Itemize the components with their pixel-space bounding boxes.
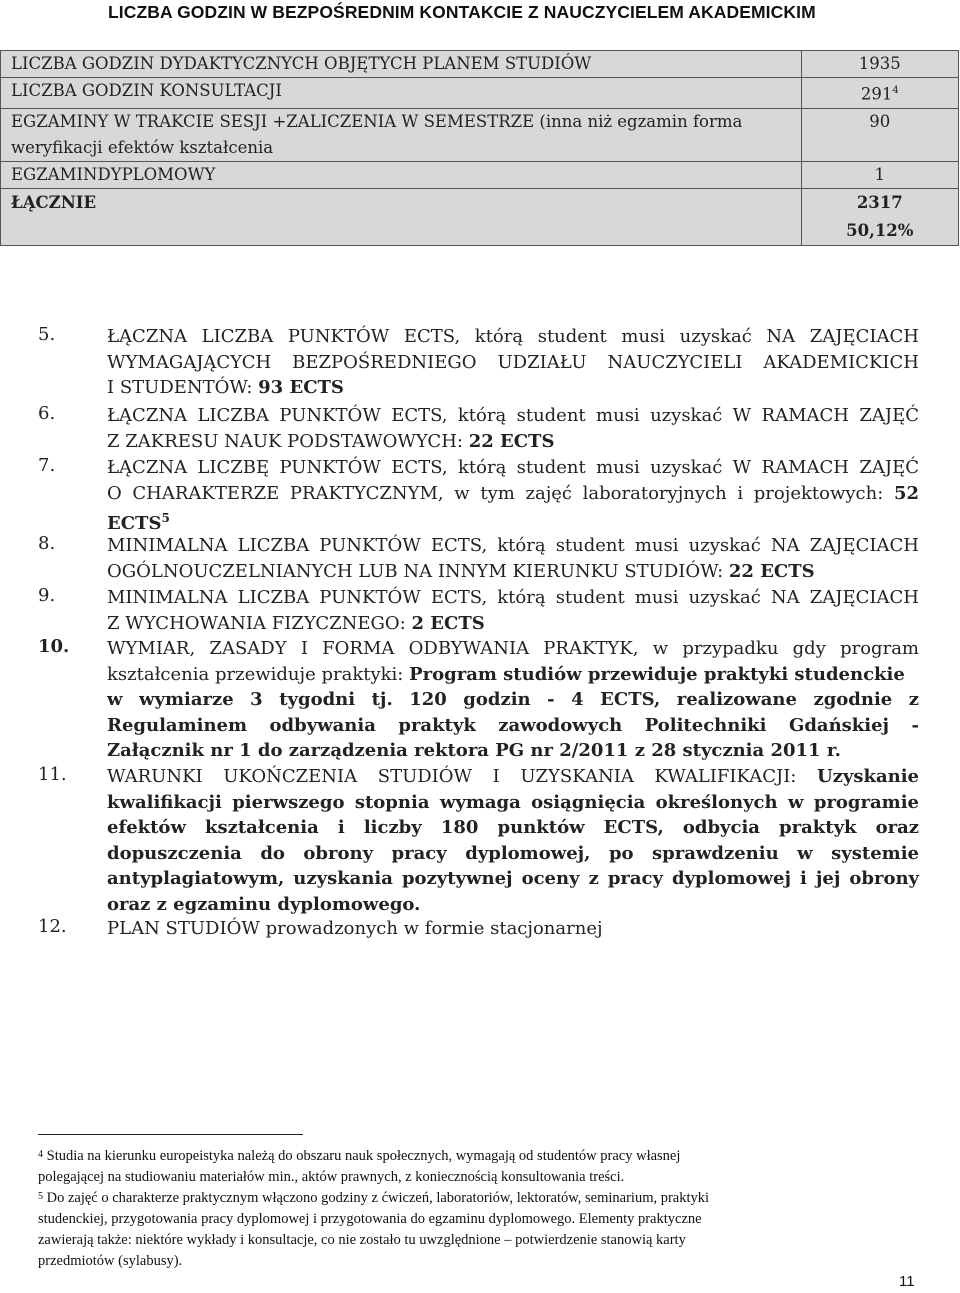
total-hours: 2317 [856, 192, 903, 212]
item-text [107, 533, 919, 584]
item-line-text: WARUNKI UKOŃCZENIA STUDIÓW I UZYSKANIA KWALIFIKACJI: [107, 766, 817, 787]
footnote-text: Studia na kierunku europeistyka należą do obszaru nauk społecznych, wymagają od studentów pracy własnej [43, 1148, 681, 1164]
footnote-line: zawierają także: niektóre wykłady i konsultacje, co nie zostało tu uwzględnione – potwierdzenie stanowią karty [38, 1232, 686, 1248]
table-row-total [1, 188, 959, 245]
item-line [107, 662, 919, 688]
item-line-text: kształcenia przewiduje praktyki: [107, 663, 410, 685]
item-line: MINIMALNA LICZBA PUNKTÓW ECTS, którą student musi uzyskać NA ZAJĘCIACH [107, 535, 919, 556]
item-line-text: Z WYCHOWANIA FIZYCZNEGO: [107, 612, 412, 634]
item-line: dopuszczenia do obrony pracy dyplomowej, po sprawdzeniu w systemie [107, 842, 919, 864]
section-heading: LICZBA GODZIN W BEZPOŚREDNIM KONTAKCIE Z NAUCZYCIELEM AKADEMICKIM [108, 2, 816, 22]
item-number: 11. [38, 764, 67, 785]
value-number: 291 [860, 84, 893, 104]
ects-label: ECTS [107, 513, 162, 534]
table-row [1, 161, 959, 188]
item-line: kwalifikacji pierwszego stopnia wymaga osiągnięcia określonych w programie [107, 791, 919, 813]
item-line: ŁĄCZNA LICZBA PUNKTÓW ECTS, którą student musi uzyskać NA ZAJĘCIACH [107, 326, 919, 347]
item-number: 7. [38, 455, 56, 476]
item-text [107, 455, 919, 537]
item-line: WYMAGAJĄCYCH BEZPOŚREDNIEGO UDZIAŁU NAUCZYCIELI AKADEMICKICH [107, 351, 919, 373]
item-line-text: I STUDENTÓW: [107, 377, 259, 398]
item-number: 6. [38, 403, 56, 424]
item-line-text: O CHARAKTERZE PRAKTYCZNYM, w tym zajęć laboratoryjnych i projektowych: [107, 482, 894, 504]
item-number: 12. [38, 916, 67, 937]
item-line: WYMIAR, ZASADY I FORMA ODBYWANIA PRAKTYK, w przypadku gdy program [107, 638, 919, 659]
ects-value: 93 ECTS [258, 377, 344, 398]
ects-value: 22 ECTS [728, 560, 815, 582]
item-line [107, 429, 919, 455]
table-row [1, 51, 959, 78]
item-line: antyplagiatowym, uzyskania pozytywnej oceny z pracy dyplomowej i jej obrony [107, 868, 919, 889]
total-label: ŁĄCZNIE [1, 188, 802, 245]
row-label-line: weryfikacji efektów kształcenia [11, 137, 274, 157]
item-line [107, 481, 919, 507]
item-text [107, 764, 919, 917]
item-number: 8. [38, 533, 56, 554]
item-number: 9. [38, 585, 56, 606]
item-line-text: OGÓLNOUCZELNIANYCH LUB NA INNYM KIERUNKU STUDIÓW: [107, 560, 729, 582]
ects-value: 52 [893, 482, 919, 504]
row-value: 1 [801, 161, 958, 188]
footnote-line: studenckiej, przygotowania pracy dyplomowej i przygotowania do egzaminu dyplomowego. Elementy praktyczne [38, 1211, 702, 1227]
row-value [801, 78, 958, 109]
item-text [107, 324, 919, 401]
row-label: LICZBA GODZIN DYDAKTYCZNYCH OBJĘTYCH PLANEM STUDIÓW [1, 51, 802, 78]
ects-value: 22 ECTS [468, 430, 555, 452]
footnote-number: 5 [38, 1191, 43, 1202]
table-row [1, 108, 959, 161]
footnote-separator [38, 1134, 303, 1135]
row-label: EGZAMINDYPLOMOWY [1, 161, 802, 188]
row-label: LICZBA GODZIN KONSULTACJI [1, 78, 802, 109]
item-line: ŁĄCZNA LICZBĘ PUNKTÓW ECTS, którą student musi uzyskać W RAMACH ZAJĘĆ [107, 457, 919, 478]
item-line: w wymiarze 3 tygodni tj. 120 godzin - 4 ECTS, realizowane zgodnie z [107, 689, 919, 710]
item-line [107, 375, 919, 401]
item-line [107, 611, 919, 637]
page-number: 11 [899, 1273, 915, 1290]
footnote-text: Do zajęć o charakterze praktycznym włączono godziny z ćwiczeń, laboratoriów, lektoratów, seminarium, praktyki [43, 1190, 710, 1206]
item-line: oraz z egzaminu dyplomowego. [107, 893, 421, 915]
footnote-ref: 4 [892, 85, 899, 96]
footnote-line [38, 1146, 918, 1167]
item-line: MINIMALNA LICZBA PUNKTÓW ECTS, którą student musi uzyskać NA ZAJĘCIACH [107, 587, 919, 608]
row-label-line: EGZAMINY W TRAKCIE SESJI +ZALICZENIA W SEMESTRZE (inna niż egzamin forma [11, 111, 743, 131]
footnote-5 [38, 1188, 918, 1272]
item-text [107, 636, 919, 764]
footnotes [38, 1146, 918, 1272]
item-line: PLAN STUDIÓW prowadzonych w formie stacjonarnej [107, 918, 603, 939]
footnote-line: przedmiotów (sylabusy). [38, 1253, 183, 1269]
item-text [107, 403, 919, 454]
item-number: 10. [38, 636, 70, 657]
total-value [801, 188, 958, 245]
item-line [107, 506, 919, 537]
total-percent: 50,12% [846, 220, 914, 240]
contact-hours-table [0, 50, 959, 246]
row-value: 1935 [801, 51, 958, 78]
row-value: 90 [801, 108, 958, 161]
item-text [107, 916, 919, 942]
footnote-line: polegającej na studiowaniu materiałów min., aktów prawnych, z koniecznością konsultowania treści. [38, 1169, 625, 1185]
footnote-4 [38, 1146, 918, 1188]
item-text [107, 585, 919, 636]
item-line: efektów kształcenia i liczby 180 punktów ECTS, odbycia praktyk oraz [107, 817, 919, 838]
ects-value: 2 ECTS [411, 612, 485, 634]
footnote-number: 4 [38, 1149, 43, 1160]
item-line [107, 559, 919, 585]
item-line-bold: Program studiów przewiduje praktyki studenckie [409, 663, 905, 685]
item-line: ŁĄCZNA LICZBA PUNKTÓW ECTS, którą student musi uzyskać W RAMACH ZAJĘĆ [107, 405, 919, 426]
item-line-text: Z ZAKRESU NAUK PODSTAWOWYCH: [107, 430, 469, 452]
item-line: Regulaminem odbywania praktyk zawodowych Politechniki Gdańskiej - [107, 714, 919, 736]
footnote-line [38, 1188, 918, 1209]
item-number: 5. [38, 324, 56, 345]
item-line-bold: Uzyskanie [816, 766, 919, 787]
row-label [1, 108, 802, 161]
table-row [1, 78, 959, 109]
footnote-ref: 5 [161, 511, 170, 525]
item-line [107, 764, 919, 790]
item-line: Załącznik nr 1 do zarządzenia rektora PG nr 2/2011 z 28 stycznia 2011 r. [107, 740, 841, 761]
